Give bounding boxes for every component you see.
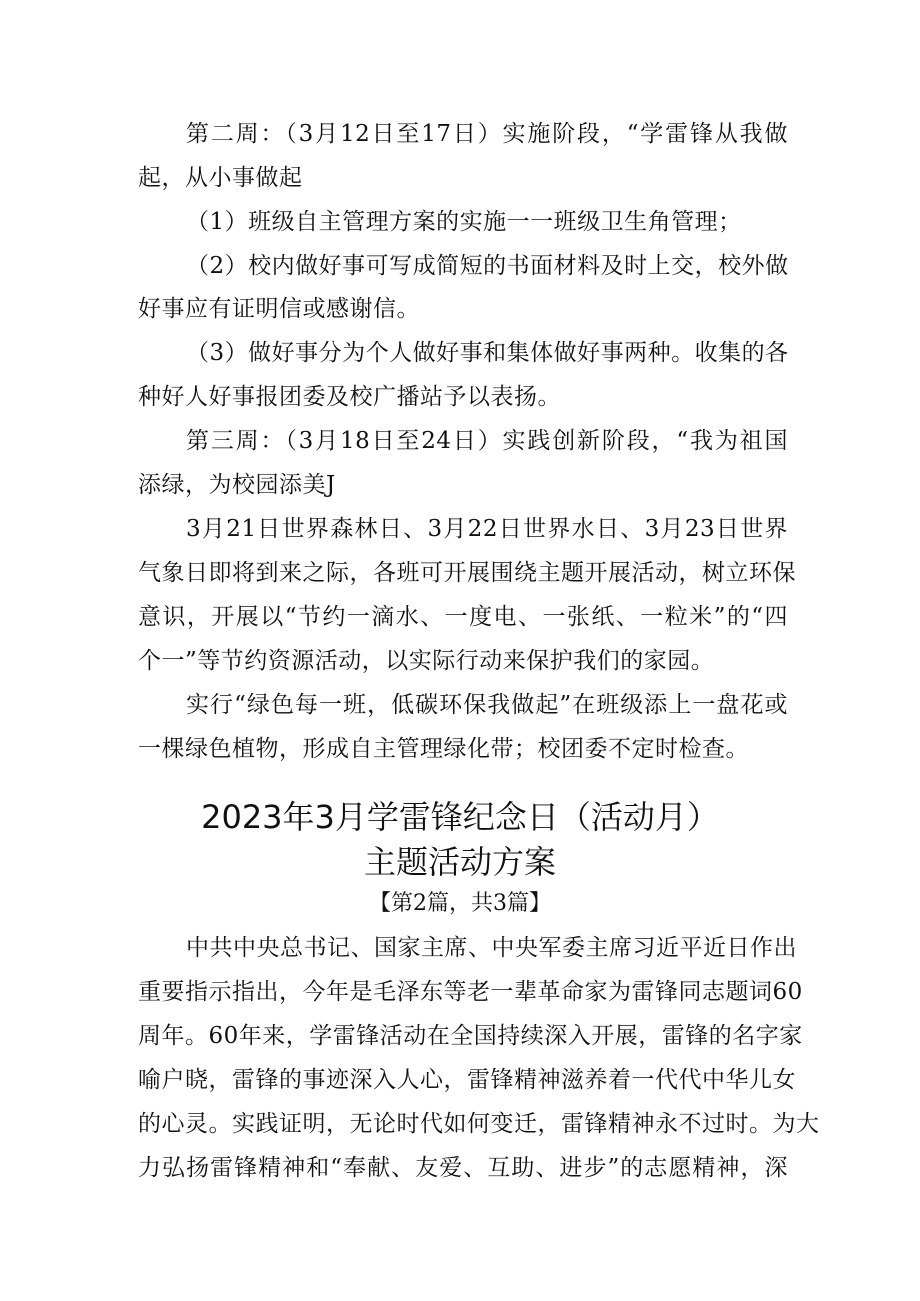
paragraph-line: 气象日即将到来之际，各班可开展围绕主题开展活动，树立环保 [138,560,796,586]
paragraph-line: 3月21日世界森林日、3月22日世界水日、3月23日世界 [186,516,788,542]
document-title: 2023年3月学雷锋纪念日（活动月） [201,798,719,836]
paragraph-line: 周年。60年来，学雷锋活动在全国持续深入开展，雷锋的名字家 [138,1023,803,1049]
paragraph-line: 添绿，为校园添美J [138,472,336,498]
paragraph-line: 喻户晓，雷锋的事迹深入人心，雷锋精神滋养着一代代中华儿女 [138,1067,796,1093]
paragraph-line: 好事应有证明信或感谢信。 [138,296,420,322]
paragraph-line: 个一”等节约资源活动，以实际行动来保护我们的家园。 [138,648,715,674]
paragraph-line: 力弘扬雷锋精神和“奉献、友爱、互助、进步”的志愿精神，深 [138,1155,788,1181]
paragraph-line: 的心灵。实践证明，无论时代如何变迁，雷锋精神永不过时。为大 [138,1111,820,1137]
document-subtitle: 【第2篇，共3篇】 [369,891,551,916]
paragraph-line: （2）校内做好事可写成简短的书面材料及时上交，校外做 [186,253,789,279]
paragraph-line: 第二周：（3月12日至17日）实施阶段，“学雷锋从我做 [186,121,788,147]
paragraph-line: （3）做好事分为个人做好事和集体做好事两种。收集的各 [186,340,789,366]
paragraph-line: 实行“绿色每一班，低碳环保我做起”在班级添上一盘花或 [186,692,788,718]
paragraph-line: 重要指示指出，今年是毛泽东等老一辈革命家为雷锋同志题词60 [138,979,803,1005]
paragraph-line: 种好人好事报团委及校广播站予以表扬。 [138,384,561,410]
document-title-line2: 主题活动方案 [363,843,556,881]
paragraph-line: 一棵绿色植物，形成自主管理绿化带；校团委不定时检查。 [138,736,749,762]
paragraph-line: 中共中央总书记、国家主席、中央军委主席习近平近日作出 [186,935,797,961]
paragraph-line: 第三周：（3月18日至24日）实践创新阶段，“我为祖国 [186,428,788,454]
paragraph-line: 起，从小事做起 [138,165,303,191]
paragraph-line: （1）班级自主管理方案的实施一一班级卫生角管理； [186,209,742,235]
paragraph-line: 意识，开展以“节约一滴水、一度电、一张纸、一粒米”的“四 [138,604,788,630]
